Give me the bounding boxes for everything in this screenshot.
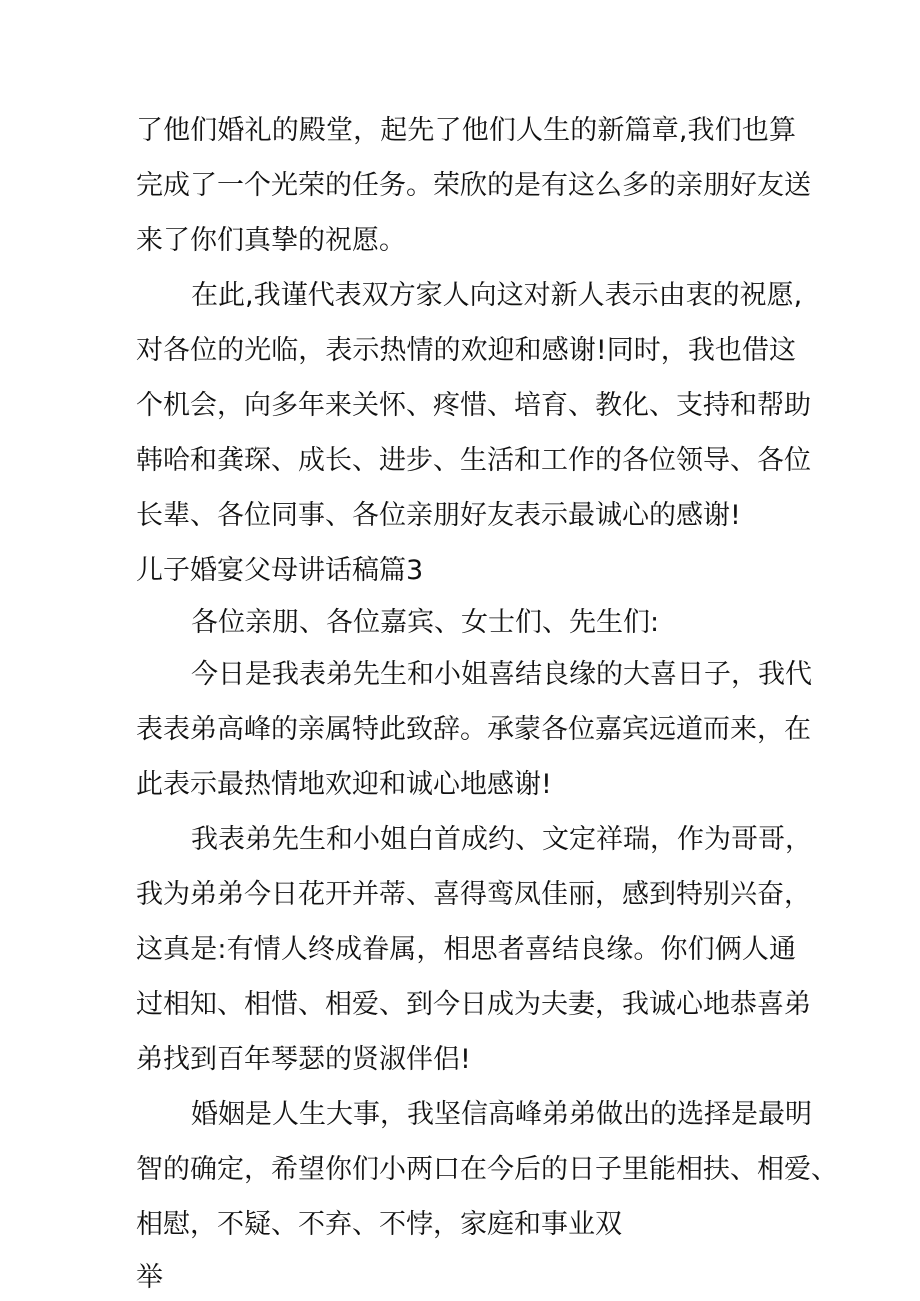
paragraph-start-line: 在此,我谨代表双方家人向这对新人表示由衷的祝愿, — [191, 280, 803, 311]
text-line: 举 — [136, 1262, 163, 1293]
text-line: 弟找到百年琴瑟的贤淑伴侣! — [136, 1044, 471, 1075]
section-heading: 儿子婚宴父母讲话稿篇3 — [136, 555, 424, 586]
text-line: 对各位的光临，表示热情的欢迎和感谢!同时，我也借这 — [136, 335, 796, 366]
text-line: 韩哈和龚琛、成长、进步、生活和工作的各位领导、各位 — [136, 445, 811, 476]
paragraph-start-line: 婚姻是人生大事，我坚信高峰弟弟做出的选择是最明 — [191, 1099, 812, 1130]
text-line: 个机会，向多年来关怀、疼惜、培育、教化、支持和帮助 — [136, 390, 811, 421]
text-line: 此表示最热情地欢迎和诚心地感谢! — [136, 769, 552, 800]
text-line: 完成了一个光荣的任务。荣欣的是有这么多的亲朋好友送 — [136, 170, 811, 201]
text-line: 了他们婚礼的殿堂，起先了他们人生的新篇章,我们也算 — [136, 115, 796, 146]
salutation-line: 各位亲朋、各位嘉宾、女士们、先生们: — [191, 607, 660, 638]
text-line: 来了你们真挚的祝愿。 — [136, 225, 406, 256]
text-line: 过相知、相惜、相爱、到今日成为夫妻，我诚心地恭喜弟 — [136, 989, 811, 1020]
text-line: 我为弟弟今日花开并蒂、喜得鸾凤佳丽，感到特别兴奋， — [136, 879, 811, 910]
text-line: 智的确定，希望你们小两口在今后的日子里能相扶、相爱、 — [136, 1154, 838, 1185]
paragraph-start-line: 我表弟先生和小姐白首成约、文定祥瑞，作为哥哥， — [191, 824, 812, 855]
text-line: 这真是:有情人终成眷属，相思者喜结良缘。你们俩人通 — [136, 934, 796, 965]
text-line: 表表弟高峰的亲属特此致辞。承蒙各位嘉宾远道而来，在 — [136, 714, 811, 745]
paragraph-start-line: 今日是我表弟先生和小姐喜结良缘的大喜日子，我代 — [191, 659, 812, 690]
text-line: 相慰，不疑、不弃、不悖，家庭和事业双 — [136, 1209, 622, 1240]
text-line: 长辈、各位同事、各位亲朋好友表示最诚心的感谢! — [136, 500, 741, 531]
